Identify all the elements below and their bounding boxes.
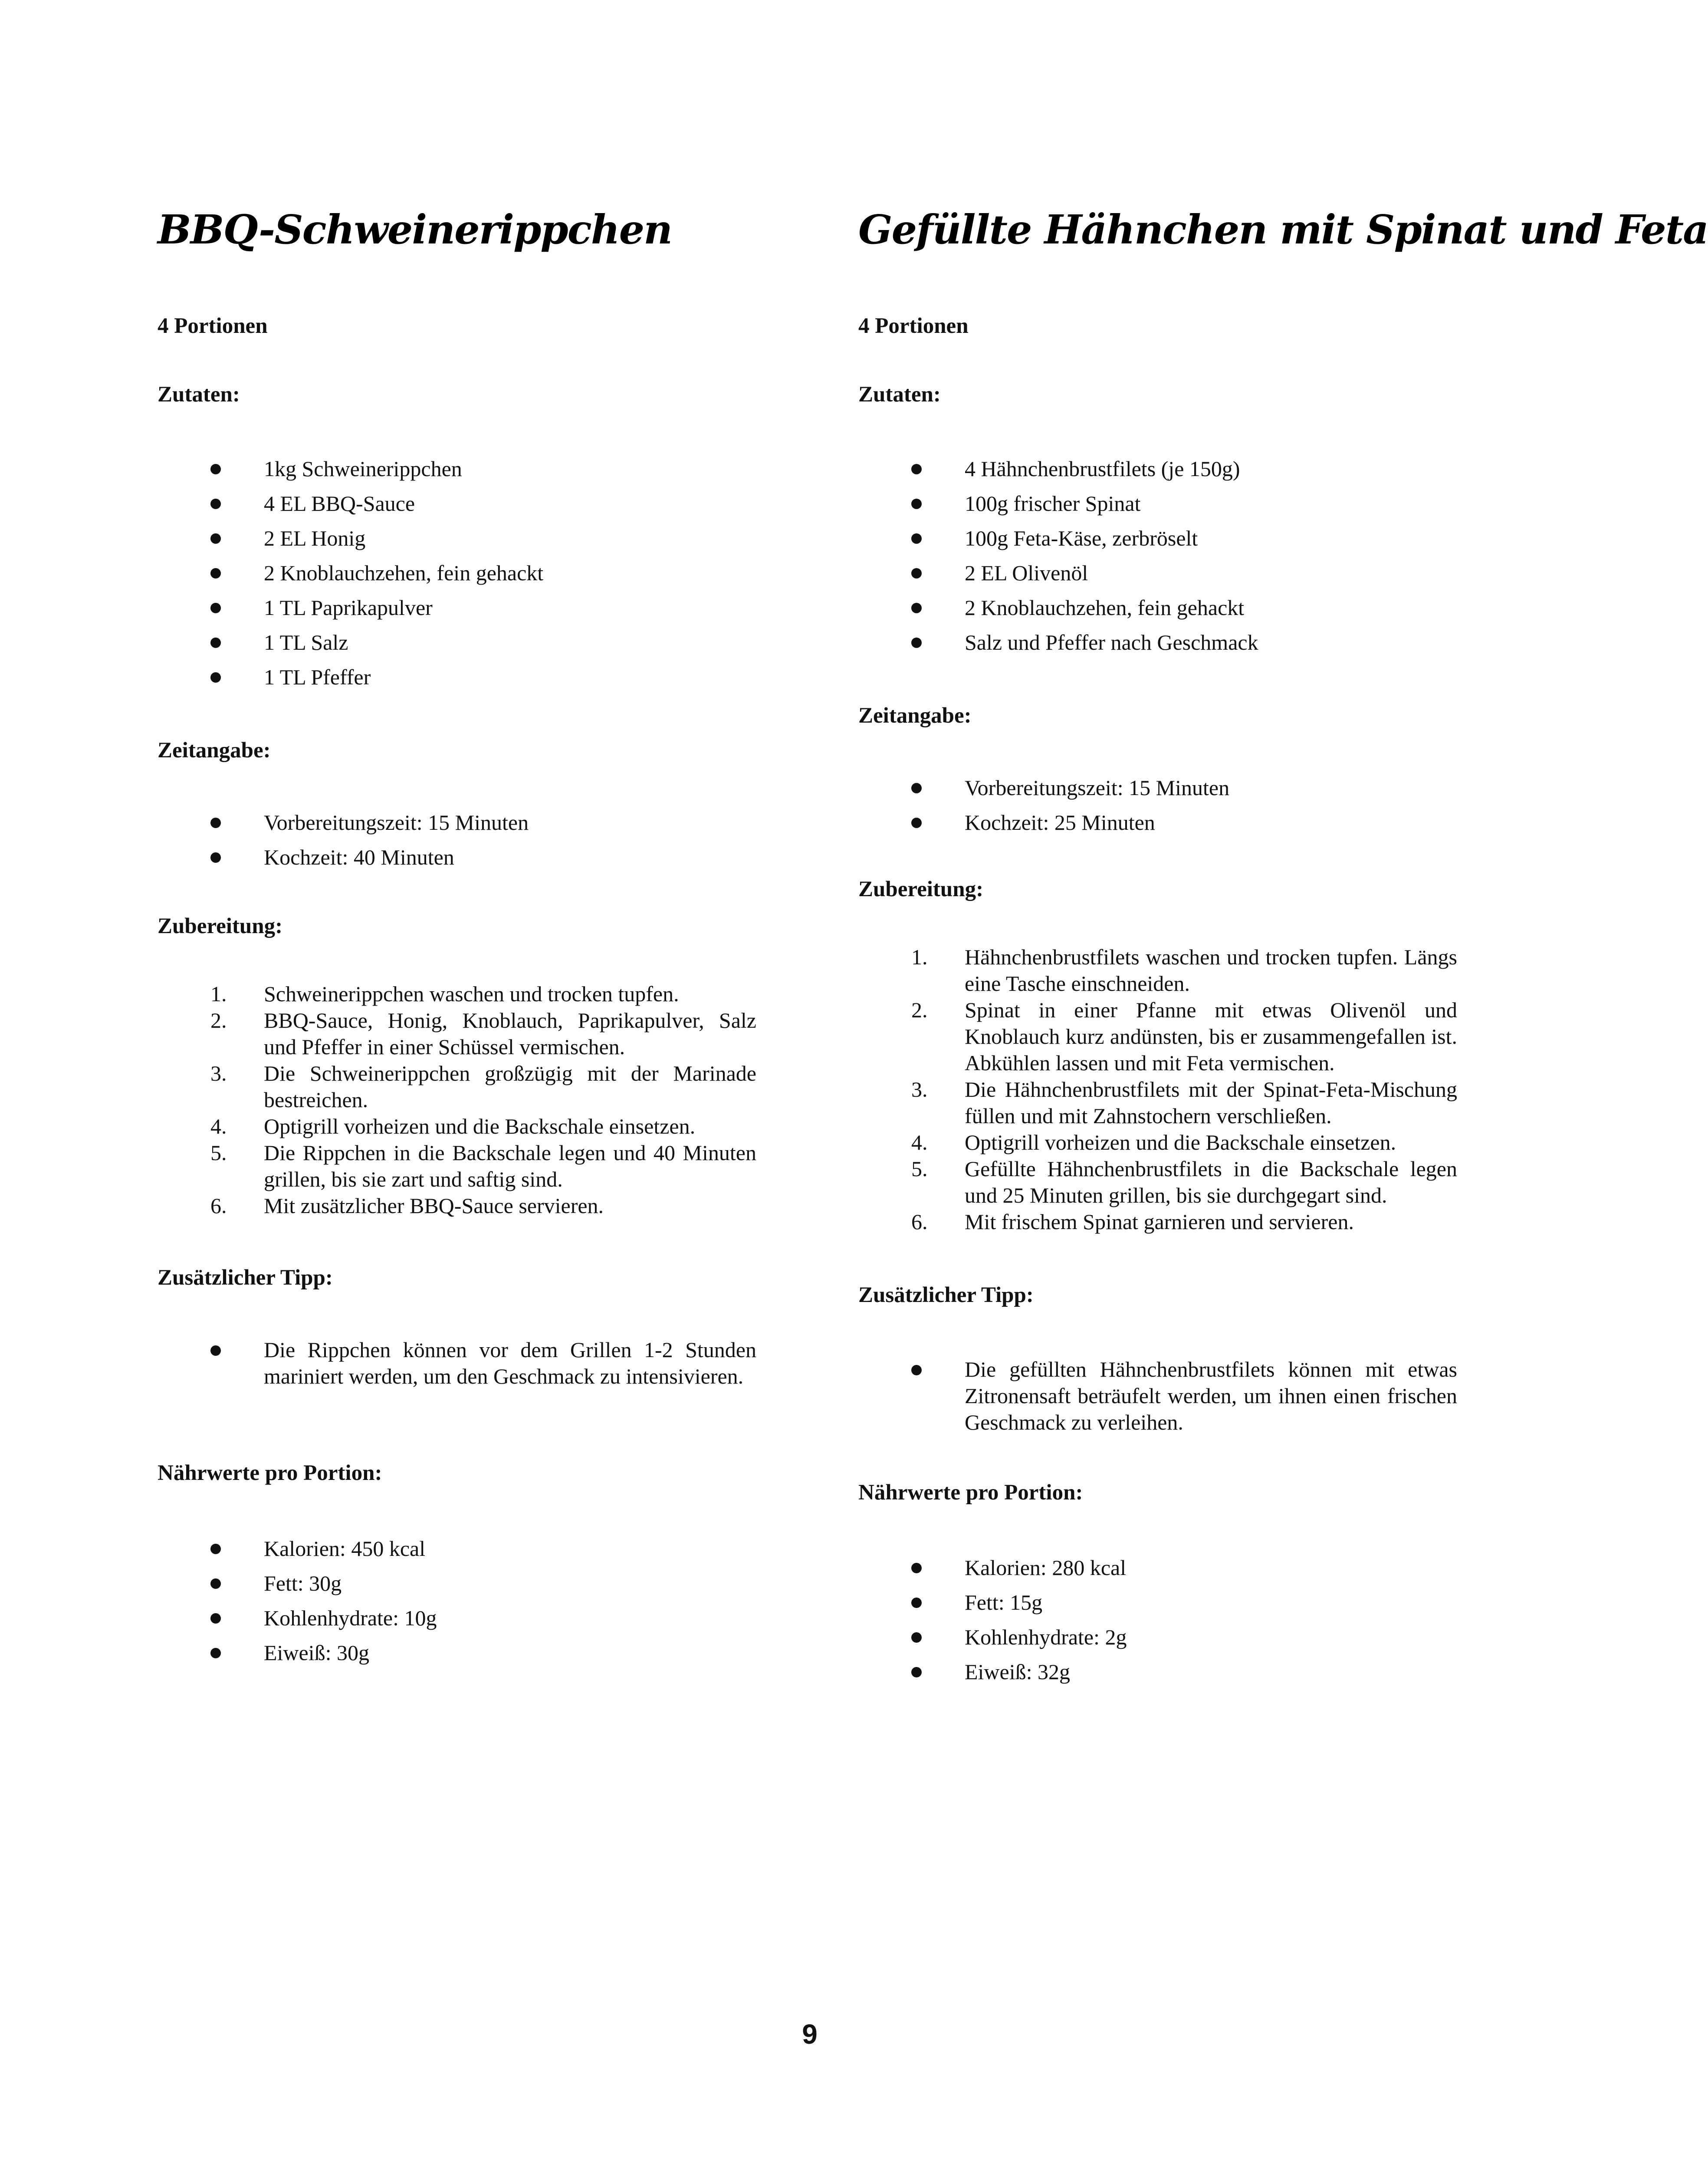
list-item: 3. Die Hähnchenbrustfilets mit der Spinat-Feta-Mischung füllen und mit Zahnstochern verschließen.	[911, 1077, 1457, 1128]
list-item: Die gefüllten Hähnchenbrustfilets können mit etwas Zitronensaft beträufelt werden, um ihnen einen frischen Geschmack zu verleihen.	[858, 1356, 1457, 1436]
bullet-icon	[210, 818, 221, 828]
list-item: 4 EL BBQ-Sauce	[158, 486, 765, 521]
bullet-icon	[210, 1544, 221, 1554]
list-item: Kalorien: 450 kcal	[158, 1531, 765, 1566]
list-item: Die Rippchen können vor dem Grillen 1-2 Stunden mariniert werden, um den Geschmack zu intensivieren.	[158, 1337, 756, 1390]
list-item: 1 TL Paprikapulver	[158, 590, 765, 625]
bullet-icon	[210, 568, 221, 579]
list-item: 1kg Schweinerippchen	[158, 451, 765, 486]
list-item: 4 Hähnchenbrustfilets (je 150g)	[858, 451, 1466, 486]
bullet-icon	[911, 1563, 922, 1573]
list-item: Kohlenhydrate: 2g	[858, 1620, 1466, 1654]
list-item: 6. Mit frischem Spinat garnieren und servieren.	[911, 1210, 1354, 1234]
bullet-icon	[210, 638, 221, 648]
list-item: Eiweiß: 32g	[858, 1654, 1466, 1689]
list-item: 4. Optigrill vorheizen und die Backschale einsetzen.	[911, 1130, 1396, 1154]
time-list	[158, 805, 765, 875]
bullet-icon	[911, 533, 922, 544]
bullet-icon	[911, 1365, 922, 1375]
list-item: 1. Schweinerippchen waschen und trocken tupfen.	[210, 982, 679, 1006]
nutrition-list	[858, 1550, 1466, 1689]
bullet-icon	[210, 852, 221, 863]
list-item: 3. Die Schweinerippchen großzügig mit der Marinade bestreichen.	[210, 1061, 756, 1112]
tip-heading: Zusätzlicher Tipp:	[858, 1283, 1034, 1307]
ingredient-list	[858, 451, 1466, 660]
bullet-icon	[911, 783, 922, 793]
bullet-icon	[210, 1578, 221, 1589]
recipe-title: BBQ-Schweinerippchen	[158, 206, 672, 253]
bullet-icon	[911, 1598, 922, 1608]
list-item: 2. BBQ-Sauce, Honig, Knoblauch, Paprikapulver, Salz und Pfeffer in einer Schüssel vermischen.	[210, 1008, 756, 1059]
bullet-icon	[911, 1667, 922, 1677]
list-item: 100g Feta-Käse, zerbröselt	[858, 521, 1466, 556]
ingredients-heading: Zutaten:	[858, 382, 941, 407]
bullet-icon	[210, 672, 221, 683]
step-list	[158, 981, 756, 1219]
list-item: Eiweiß: 30g	[158, 1635, 765, 1670]
time-heading: Zeitangabe:	[858, 704, 972, 728]
portions: 4 Portionen	[158, 314, 268, 338]
bullet-icon	[210, 1345, 221, 1356]
time-list	[858, 770, 1466, 840]
list-item: 1 TL Salz	[158, 625, 765, 660]
list-item: Kochzeit: 25 Minuten	[858, 805, 1466, 840]
prep-heading: Zubereitung:	[158, 914, 283, 938]
page-number: 9	[802, 2019, 818, 2050]
bullet-icon	[911, 568, 922, 579]
nutrition-heading: Nährwerte pro Portion:	[858, 1480, 1083, 1505]
time-heading: Zeitangabe:	[158, 738, 271, 763]
tip-list	[158, 1337, 756, 1390]
bullet-icon	[210, 533, 221, 544]
prep-heading: Zubereitung:	[858, 877, 984, 901]
list-item: 2 EL Honig	[158, 521, 765, 556]
nutrition-list	[158, 1531, 765, 1670]
list-item: 2 Knoblauchzehen, fein gehackt	[158, 556, 765, 590]
list-item: Vorbereitungszeit: 15 Minuten	[158, 805, 765, 840]
portions: 4 Portionen	[858, 314, 969, 338]
list-item: Kochzeit: 40 Minuten	[158, 840, 765, 875]
list-item: 2. Spinat in einer Pfanne mit etwas Olivenöl und Knoblauch kurz andünsten, bis er zusammengefallen ist. Abkühlen lassen und mit Feta vermischen.	[911, 998, 1457, 1075]
list-item: 5. Gefüllte Hähnchenbrustfilets in die Backschale legen und 25 Minuten grillen, bis sie durchgegart sind.	[911, 1157, 1457, 1207]
list-item: Vorbereitungszeit: 15 Minuten	[858, 770, 1466, 805]
list-item: Salz und Pfeffer nach Geschmack	[858, 625, 1466, 660]
list-item: 5. Die Rippchen in die Backschale legen und 40 Minuten grillen, bis sie zart und saftig sind.	[210, 1141, 756, 1191]
list-item: Fett: 15g	[858, 1585, 1466, 1620]
list-item: Fett: 30g	[158, 1566, 765, 1601]
tip-list	[858, 1356, 1457, 1436]
bullet-icon	[911, 603, 922, 613]
list-item: 4. Optigrill vorheizen und die Backschale einsetzen.	[210, 1114, 696, 1138]
bullet-icon	[911, 499, 922, 509]
bullet-icon	[210, 603, 221, 613]
recipe-title: Gefüllte Hähnchen mit Spinat und Feta	[858, 206, 1708, 253]
list-item: Kohlenhydrate: 10g	[158, 1601, 765, 1635]
bullet-icon	[210, 1613, 221, 1624]
bullet-icon	[210, 1648, 221, 1658]
nutrition-heading: Nährwerte pro Portion:	[158, 1461, 382, 1485]
ingredient-list	[158, 451, 765, 694]
bullet-icon	[911, 638, 922, 648]
ingredients-heading: Zutaten:	[158, 382, 240, 407]
list-item: 6. Mit zusätzlicher BBQ-Sauce servieren.	[210, 1194, 604, 1218]
tip-heading: Zusätzlicher Tipp:	[158, 1266, 333, 1290]
step-list	[858, 944, 1457, 1235]
bullet-icon	[911, 818, 922, 828]
list-item: 100g frischer Spinat	[858, 486, 1466, 521]
list-item: 1. Hähnchenbrustfilets waschen und trocken tupfen. Längs eine Tasche einschneiden.	[911, 945, 1457, 996]
bullet-icon	[210, 499, 221, 509]
list-item: 2 Knoblauchzehen, fein gehackt	[858, 590, 1466, 625]
list-item: Kalorien: 280 kcal	[858, 1550, 1466, 1585]
bullet-icon	[911, 464, 922, 474]
list-item: 1 TL Pfeffer	[158, 660, 765, 694]
bullet-icon	[911, 1632, 922, 1643]
list-item: 2 EL Olivenöl	[858, 556, 1466, 590]
bullet-icon	[210, 464, 221, 474]
